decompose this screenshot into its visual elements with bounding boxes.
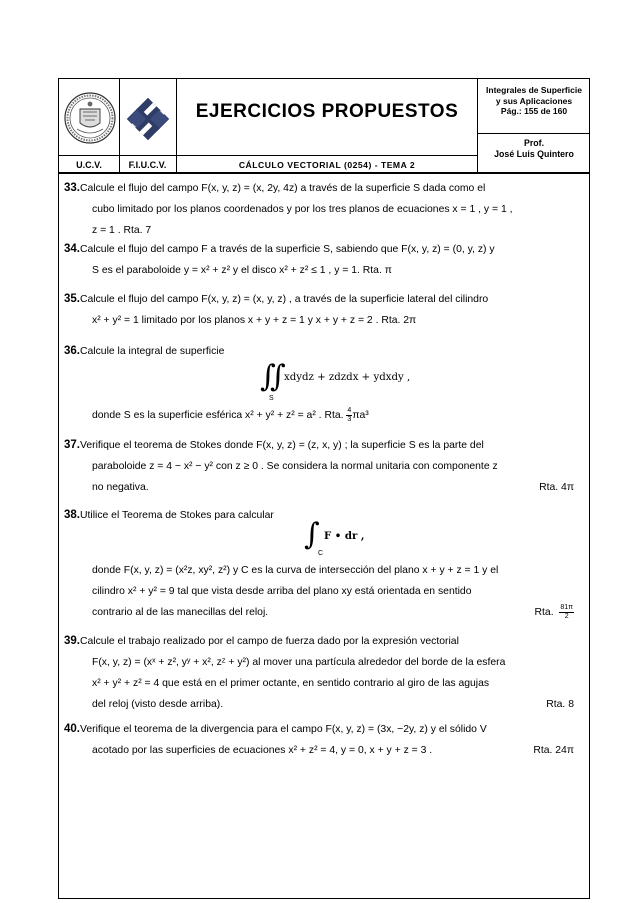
- answer-text: πa³: [352, 410, 369, 421]
- problem-text: acotado por las superficies de ecuaciones x² + z² = 4, y = 0, x + y + z = 3 .: [92, 745, 433, 756]
- author-box: [478, 138, 590, 160]
- problem-text: F(x, y, z) = (xˣ + z², yʸ + x², zᶻ + y²) al mover una partícula alrededor del borde de la esfera: [92, 657, 506, 668]
- answer-box: [535, 602, 574, 623]
- integral-expression: xdydz + zdzdx + ydxdy ,: [284, 372, 411, 383]
- problem-text: Utilice el Teorema de Stokes para calcular: [80, 510, 274, 521]
- problem-text: donde F(x, y, z) = (x²z, xy², z²) y C es la curva de intersección del plano x + y + z = 1 y el: [92, 565, 499, 576]
- problem-text: x² + y² + z² = 4 que está en el primer octante, en sentido contrario al giro de las agujas: [92, 678, 490, 689]
- topic-line-1: Integrales de Superficie: [486, 85, 582, 95]
- problem-text: donde S es la superficie esférica x² + y² + z² = a² . Rta.: [92, 410, 344, 421]
- problem-number: 36.: [64, 345, 80, 357]
- problem-text: Calcule el trabajo realizado por el campo de fuerza dado por la expresión vectorial: [80, 636, 459, 647]
- problem-39: [64, 631, 584, 715]
- ucv-seal-logo: [63, 85, 117, 151]
- problem-text: del reloj (visto desde arriba).: [92, 699, 224, 710]
- problem-text: S es el paraboloide y = x² + z² y el disco x² + z² ≤ 1 , y = 1. Rta. π: [92, 265, 392, 276]
- problem-33: [64, 178, 584, 241]
- fraction-denominator: 3: [347, 415, 352, 423]
- problem-text: Calcule el flujo del campo F a través de la superficie S, sabiendo que F(x, y, z) = (0, y, z) y: [80, 244, 495, 255]
- problem-number: 38.: [64, 509, 80, 521]
- page-title: EJERCICIOS PROPUESTOS: [195, 101, 459, 122]
- page-number: Pág.: 155 de 160: [500, 106, 568, 116]
- problem-number: 35.: [64, 293, 80, 305]
- problem-text: cubo limitado por los planos coordenados y por los tres planos de ecuaciones x = 1 , y = 1 ,: [92, 204, 513, 215]
- answer-label: Rta.: [534, 607, 554, 618]
- problem-text: contrario al de las manecillas del reloj.: [92, 607, 269, 618]
- problem-number: 33.: [64, 182, 80, 194]
- header-divider: [477, 133, 589, 134]
- fiucv-logo: [123, 89, 173, 149]
- header-table: [58, 78, 590, 174]
- problem-number: 40.: [64, 723, 80, 735]
- problem-34: [64, 239, 584, 281]
- fraction-numerator: 4: [347, 406, 352, 414]
- problem-text: cilindro x² + y² = 9 tal que vista desde arriba del plano xy está orientada en sentido: [92, 586, 472, 597]
- header-divider: [119, 79, 120, 173]
- subject-label: CÁLCULO VECTORIAL (0254) - TEMA 2: [238, 160, 416, 170]
- problem-text: paraboloide z = 4 − x² − y² con z ≥ 0 . Se considera la normal unitaria con componente z: [92, 461, 498, 472]
- integral-expression: F • dr ,: [324, 530, 365, 542]
- line-integral-sign: ∫: [304, 517, 320, 552]
- author-title: Prof.: [523, 138, 545, 148]
- header-divider: [176, 79, 177, 173]
- answer-fraction: [559, 604, 574, 621]
- problem-text: Calcule el flujo del campo F(x, y, z) = (x, 2y, 4z) a través de la superficie S dada como el: [80, 183, 486, 194]
- problem-text: z = 1 . Rta. 7: [92, 225, 152, 236]
- problem-35: [64, 289, 584, 331]
- problem-36: [64, 341, 584, 401]
- problem-number: 39.: [64, 635, 80, 647]
- double-integral-sign: ∬: [260, 359, 286, 394]
- problem-text: Verifique el teorema de la divergencia para el campo F(x, y, z) = (3x, −2y, z) y el sólido V: [80, 724, 487, 735]
- problem-number: 37.: [64, 439, 80, 451]
- problem-38: [64, 505, 584, 526]
- integral-subscript: C: [318, 550, 324, 557]
- header-divider: [59, 155, 477, 156]
- problem-36-tail: [64, 405, 584, 426]
- topic-box: [478, 85, 590, 117]
- problem-text: no negativa.: [92, 482, 149, 493]
- answer-text: Rta. 24π: [533, 745, 574, 756]
- problem-number: 34.: [64, 243, 80, 255]
- problem-text: Verifique el teorema de Stokes donde F(x, y, z) = (z, x, y) ; la superficie S es la parte del: [80, 440, 484, 451]
- integral-subscript: S: [269, 395, 274, 402]
- problem-37: [64, 435, 584, 498]
- institution-fiucv: F.I.U.C.V.: [128, 160, 167, 170]
- problem-38-tail: [64, 560, 584, 623]
- problem-text: Calcule el flujo del campo F(x, y, z) = (x, y, z) , a través de la superficie lateral del cilindro: [80, 294, 489, 305]
- fraction-denominator: 2: [564, 612, 569, 620]
- answer-text: Rta. 8: [546, 699, 574, 710]
- topic-line-2: y sus Aplicaciones: [495, 95, 573, 106]
- answer-text: Rta. 4π: [539, 482, 574, 493]
- problem-text: x² + y² = 1 limitado por los planos x + y + z = 1 y x + y + z = 2 . Rta. 2π: [92, 315, 417, 326]
- problem-40: [64, 719, 584, 761]
- problem-text: Calcule la integral de superficie: [80, 346, 225, 357]
- fraction-numerator: 81π: [560, 603, 573, 611]
- author-name: José Luis Quintero: [494, 149, 574, 159]
- institution-ucv: U.C.V.: [76, 160, 102, 170]
